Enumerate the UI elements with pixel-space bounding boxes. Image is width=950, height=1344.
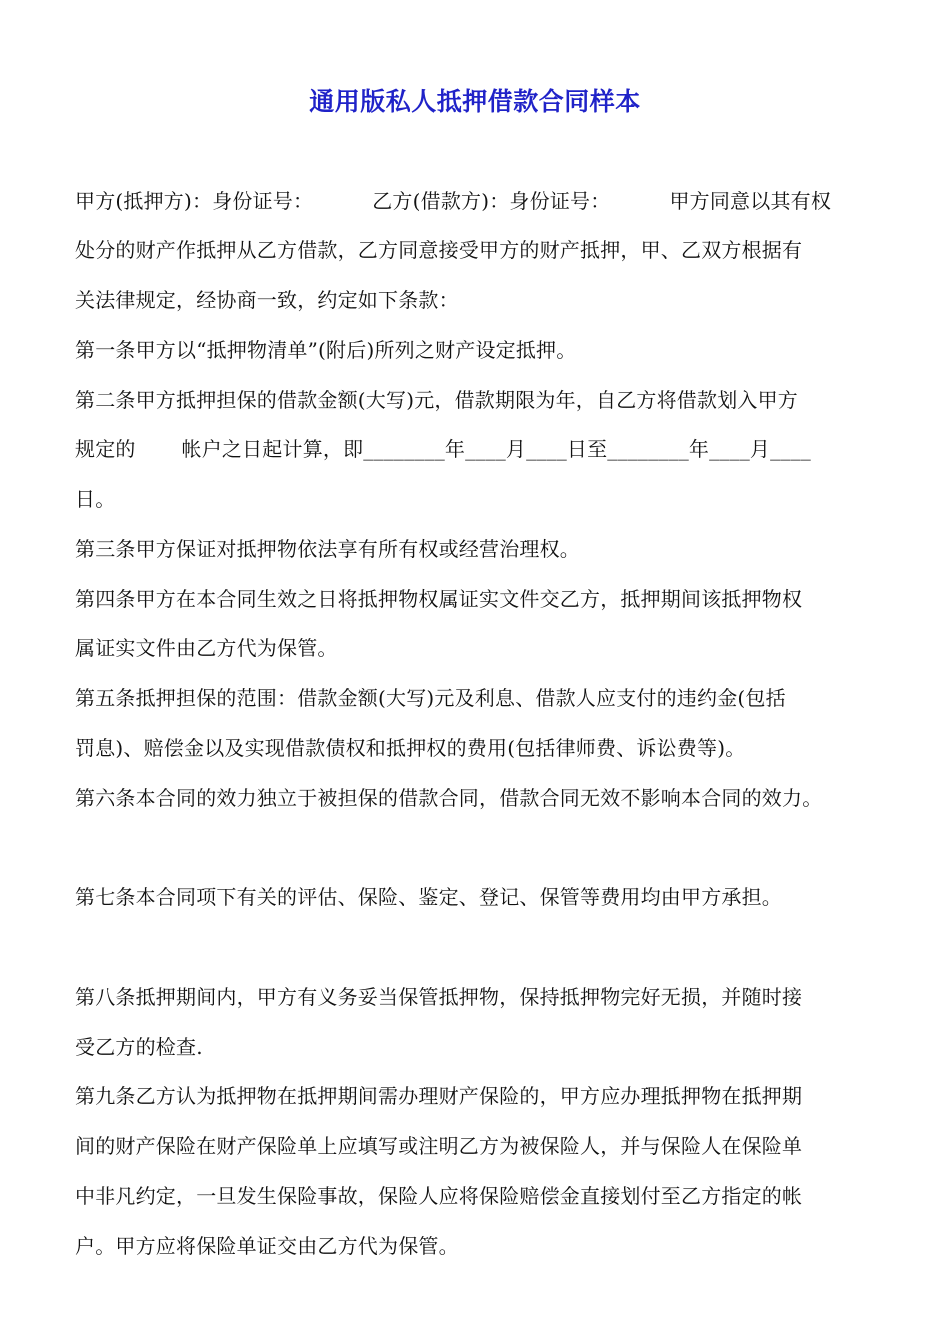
clause-2: 第二条甲方抵押担保的借款金额(大写)元，借款期限为年，自乙方将借款划入甲方 [75,388,799,412]
clause-5: 第五条抵押担保的范围：借款金额(大写)元及利息、借款人应支付的违约金(包括 [75,686,786,710]
text-line: 罚息)、赔偿金以及实现借款债权和抵押权的费用(包括律师费、诉讼费等)。 [75,736,746,760]
text-line: 中非凡约定，一旦发生保险事故，保险人应将保险赔偿金直接划付至乙方指定的帐 [75,1184,803,1208]
text-line: 间的财产保险在财产保险单上应填写或注明乙方为被保险人，并与保险人在保险单 [75,1134,803,1158]
text-line: 甲方(抵押方)：身份证号： 乙方(借款方)：身份证号： 甲方同意以其有权 [75,189,832,213]
text-line: 规定的 帐户之日起计算，即________年____月____日至________年____月____ [75,437,811,461]
clause-9: 第九条乙方认为抵押物在抵押期间需办理财产保险的，甲方应办理抵押物在抵押期 [75,1084,803,1108]
text-line: 受乙方的检查. [75,1035,203,1059]
text-line: 属证实文件由乙方代为保管。 [75,636,338,660]
text-line: 日。 [75,487,116,511]
text-line: 关法律规定，经协商一致，约定如下条款： [75,288,459,312]
clause-6: 第六条本合同的效力独立于被担保的借款合同，借款合同无效不影响本合同的效力。 [75,786,823,810]
document-title: 通用版私人抵押借款合同样本 [309,87,641,116]
clause-8: 第八条抵押期间内，甲方有义务妥当保管抵押物，保持抵押物完好无损，并随时接 [75,985,803,1009]
clause-3: 第三条甲方保证对抵押物依法享有所有权或经营治理权。 [75,537,580,561]
clause-7: 第七条本合同项下有关的评估、保险、鉴定、登记、保管等费用均由甲方承担。 [75,885,782,909]
clause-4: 第四条甲方在本合同生效之日将抵押物权属证实文件交乙方，抵押期间该抵押物权 [75,587,803,611]
text-line: 户。甲方应将保险单证交由乙方代为保管。 [75,1234,459,1258]
clause-1: 第一条甲方以“抵押物清单”(附后)所列之财产设定抵押。 [75,338,577,362]
text-line: 处分的财产作抵押从乙方借款，乙方同意接受甲方的财产抵押，甲、乙双方根据有 [75,238,803,262]
